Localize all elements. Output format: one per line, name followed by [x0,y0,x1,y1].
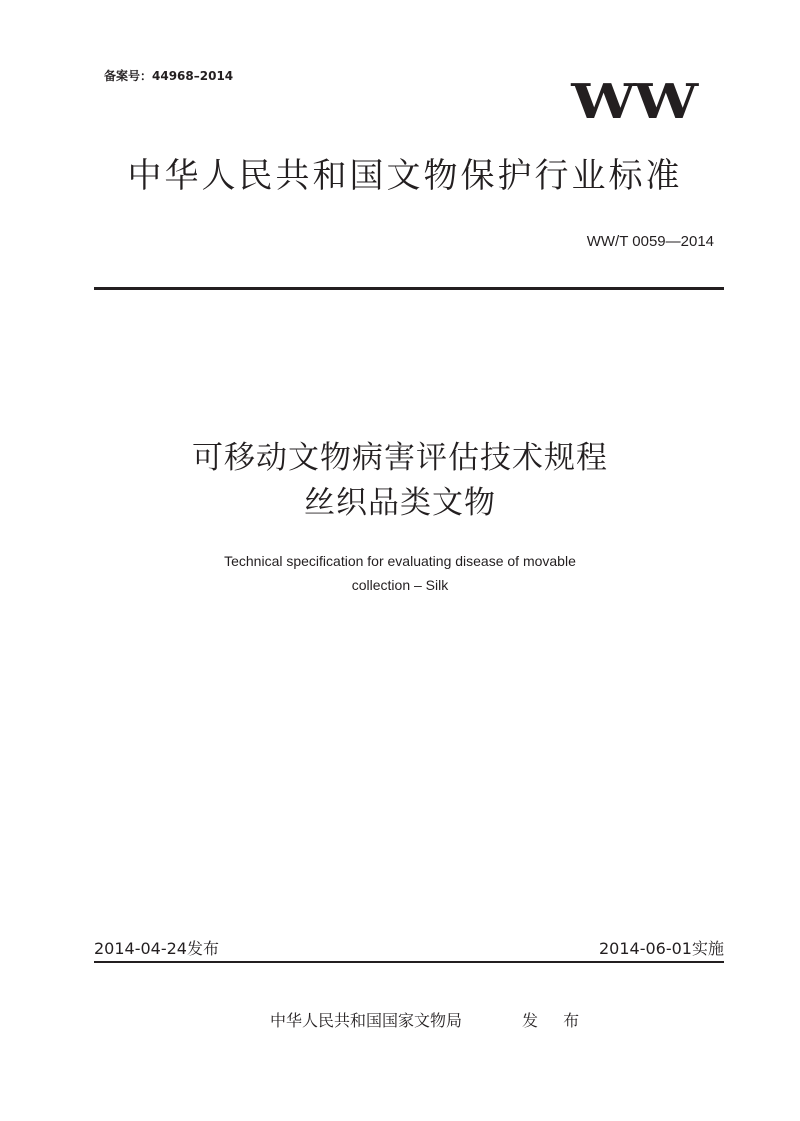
standard-number: WW/T 0059—2014 [586,233,714,250]
footer-divider [94,961,724,963]
implementation-date: 2014-06-01实施 [599,939,724,958]
filing-number: 备案号：44968–2014 [104,69,234,83]
english-title-line2: collection – Silk [351,577,449,593]
industry-standard-title: 中华人民共和国文物保护行业标准 [127,156,683,196]
publisher-name: 中华人民共和国国家文物局 [270,1011,463,1030]
header-divider [94,287,724,290]
issue-date: 2014-04-24发布 [94,939,219,958]
publish-label: 发 布 [522,1011,590,1030]
document-title-line2: 丝织品类文物 [304,485,496,521]
ww-logo: WW [571,74,696,130]
document-title-line1: 可移动文物病害评估技术规程 [192,440,608,476]
english-title-line1: Technical specification for evaluating disease of movable [224,553,576,569]
